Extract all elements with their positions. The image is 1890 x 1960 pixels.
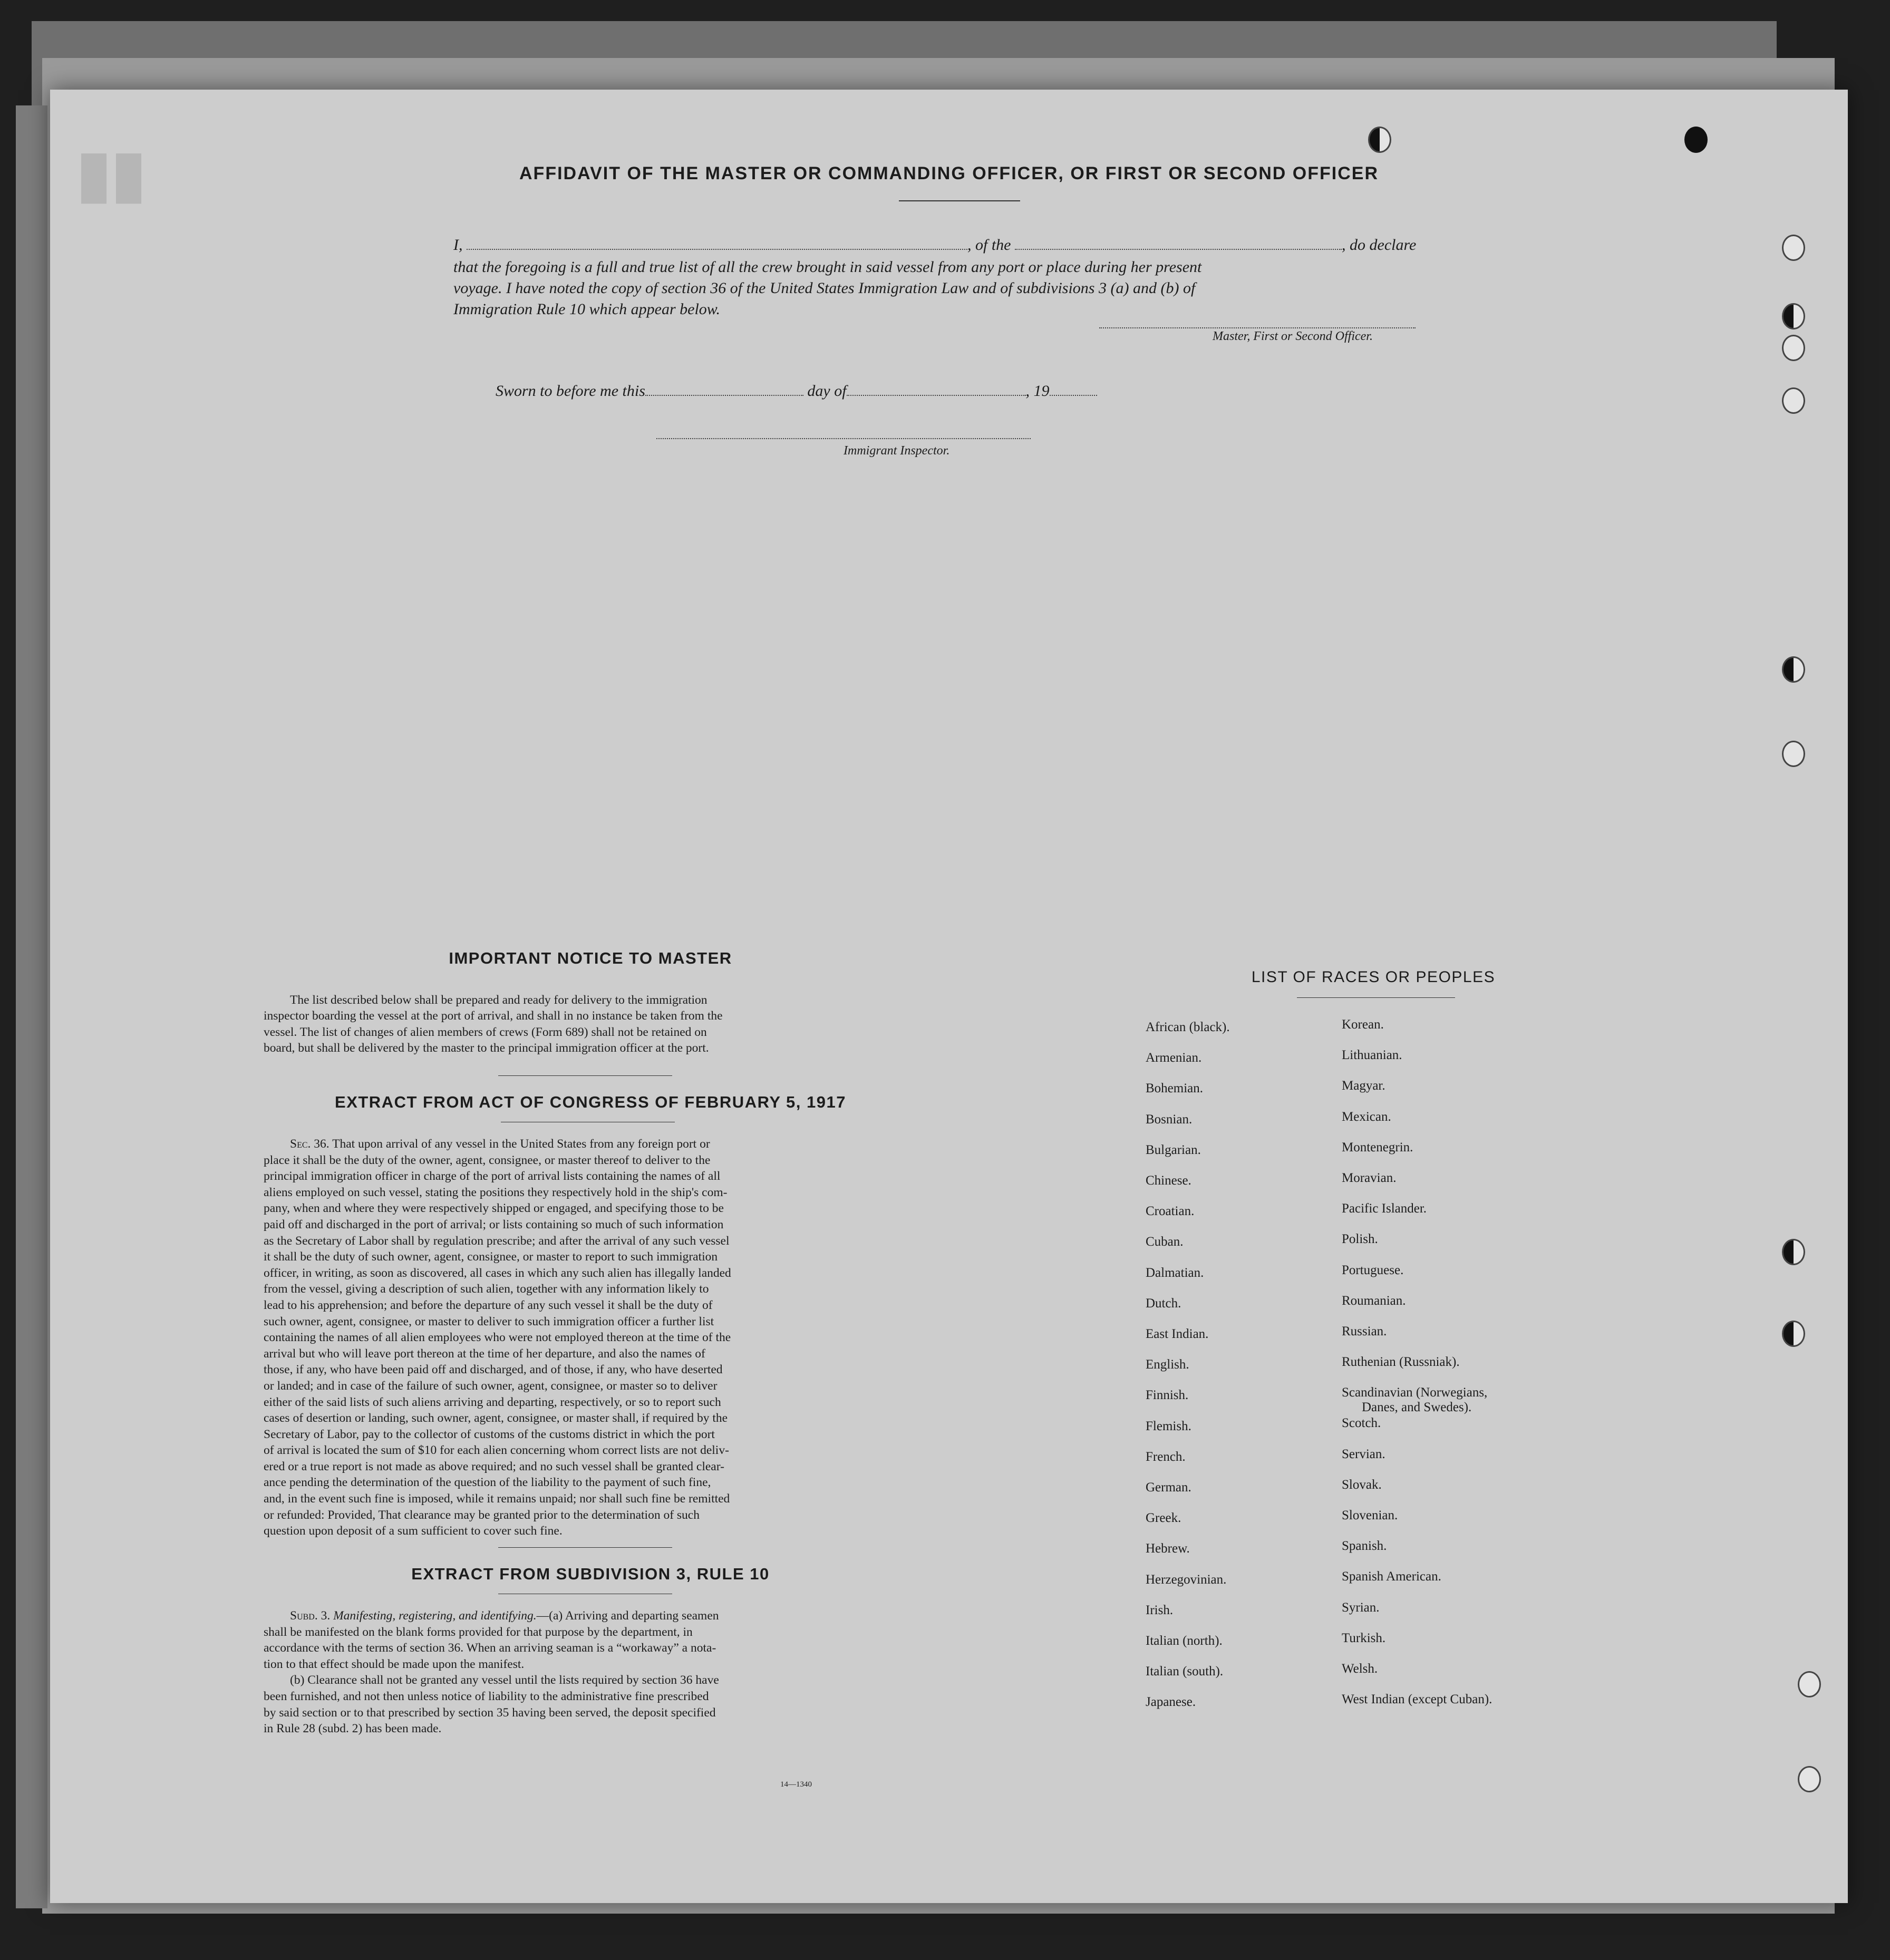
- rule-line: Subd. 3. Manifesting, registering, and identifying.—(a) Arriving and departing seamen: [290, 1609, 719, 1623]
- race-item: Greek.: [1146, 1511, 1181, 1525]
- rule-line: by said section or to that prescribed by section 35 having been served, the deposit specified: [264, 1705, 716, 1720]
- act-line: principal immigration officer in charge of the port of arrival lists containing the names of all: [264, 1169, 721, 1183]
- race-item: Japanese.: [1146, 1695, 1196, 1709]
- rule-extract-paragraph: [264, 1608, 917, 1737]
- act-line: paid off and discharged in the port of arrival; or lists containing so much of such information: [264, 1217, 724, 1231]
- affidavit-i: I,: [453, 236, 463, 254]
- affidavit-declare-line: [453, 236, 1416, 254]
- year-blank: [1050, 393, 1097, 396]
- binder-hole-icon: [1782, 741, 1805, 767]
- race-item: Polish.: [1342, 1232, 1378, 1246]
- race-item: Servian.: [1342, 1447, 1385, 1461]
- notice-line: The list described below shall be prepared and ready for delivery to the immigration: [290, 993, 707, 1007]
- race-item: Mexican.: [1342, 1110, 1391, 1124]
- race-item: Slovak.: [1342, 1478, 1382, 1492]
- inspector-label: Immigrant Inspector.: [844, 444, 950, 458]
- inspector-blank: [656, 432, 1031, 442]
- act-line: ered or a true report is not made as above required; and no such vessel shall be granted clear-: [264, 1459, 724, 1473]
- race-item: English.: [1146, 1357, 1189, 1372]
- race-item: Spanish.: [1342, 1539, 1387, 1553]
- race-item: Bulgarian.: [1146, 1143, 1201, 1157]
- act-line: pany, when and where they were respectively shipped or engaged, and specifying those to be: [264, 1201, 724, 1216]
- race-item: Korean.: [1342, 1017, 1384, 1032]
- rule-line: (b) Clearance shall not be granted any vessel until the lists required by section 36 have: [290, 1673, 719, 1687]
- race-item: Finnish.: [1146, 1388, 1189, 1402]
- rule-line: in Rule 28 (subd. 2) has been made.: [264, 1722, 442, 1736]
- race-item: Slovenian.: [1342, 1508, 1398, 1522]
- act-line: officer, in writing, as soon as discovered, all cases in which any such alien has illegally landed: [264, 1266, 731, 1280]
- binder-hole-icon: [1782, 1239, 1805, 1265]
- race-item: Cuban.: [1146, 1235, 1184, 1249]
- subd-heading: Manifesting, registering, and identifying.: [333, 1609, 537, 1623]
- vessel-blank: [1015, 247, 1342, 250]
- race-item: Roumanian.: [1342, 1294, 1406, 1308]
- act-line: question upon deposit of a sum sufficient to cover such fine.: [264, 1524, 563, 1538]
- notice-line: board, but shall be delivered by the master to the principal immigration officer at the port.: [264, 1041, 709, 1055]
- binder-hole-icon: [1798, 1671, 1821, 1697]
- act-line: either of the said lists of such aliens arriving and departing, respectively, or so to report such: [264, 1395, 721, 1409]
- binder-hole-icon: [1782, 1321, 1805, 1347]
- section-rule: [498, 1547, 672, 1548]
- affidavit-body-line: that the foregoing is a full and true list of all the crew brought in said vessel from any port or place during her present: [453, 258, 1202, 276]
- act-line: lead to his apprehension; and before the departure of any such vessel it shall be the duty of: [264, 1298, 713, 1312]
- race-item: West Indian (except Cuban).: [1342, 1692, 1492, 1706]
- binder-hole-icon: [1782, 387, 1805, 414]
- act-extract-paragraph: [264, 1136, 917, 1539]
- affidavit-of-the: , of the: [967, 236, 1011, 254]
- race-item: French.: [1146, 1450, 1186, 1464]
- act-extract-title: EXTRACT FROM ACT OF CONGRESS OF FEBRUARY 5, 1917: [335, 1093, 846, 1111]
- act-line: of arrival is located the sum of $10 for each alien concerning whom correct lists are not deliv-: [264, 1443, 729, 1458]
- race-item: Italian (south).: [1146, 1664, 1224, 1678]
- document-sheet: [50, 90, 1848, 1903]
- affidavit-body-line: voyage. I have noted the copy of section 36 of the United States Immigration Law and of subdivisions 3 (a) and (b) of: [453, 279, 1196, 297]
- race-item: Bosnian.: [1146, 1112, 1193, 1127]
- act-line: or landed; and in case of the failure of such owner, agent, consignee, or master so to deliver: [264, 1379, 718, 1393]
- act-line: it shall be the duty of such owner, agent, consignee, or master to report to such immigration: [264, 1250, 718, 1264]
- race-item: Bohemian.: [1146, 1081, 1204, 1095]
- act-line: aliens employed on such vessel, stating the positions they respectively hold in the ship's com-: [264, 1185, 728, 1199]
- race-item: Scotch.: [1342, 1416, 1381, 1430]
- race-item: Armenian.: [1146, 1051, 1202, 1065]
- race-item: Welsh.: [1342, 1662, 1378, 1676]
- form-number: 14—1340: [780, 1780, 812, 1789]
- rule-extract-title: EXTRACT FROM SUBDIVISION 3, RULE 10: [411, 1565, 770, 1583]
- section-rule: [498, 1075, 672, 1076]
- act-line: ance pending the determination of the question of the liability to the payment of such fine,: [264, 1476, 711, 1490]
- races-title: LIST OF RACES OR PEOPLES: [1251, 968, 1496, 986]
- binder-hole-icon: [1368, 127, 1391, 153]
- race-item: African (black).: [1146, 1020, 1230, 1034]
- rule-line: accordance with the terms of section 36. When an arriving seaman is a “workaway” a nota-: [264, 1641, 716, 1655]
- binder-hole-icon: [1782, 656, 1805, 683]
- race-item: Chinese.: [1146, 1173, 1191, 1188]
- sworn-line: [496, 382, 1097, 400]
- race-item: East Indian.: [1146, 1327, 1209, 1341]
- race-item: Turkish.: [1342, 1631, 1386, 1645]
- race-item: Italian (north).: [1146, 1634, 1223, 1648]
- act-line: from the vessel, giving a description of such alien, together with any information likely to: [264, 1282, 709, 1296]
- race-item: Portuguese.: [1342, 1263, 1404, 1277]
- rule-line: tion to that effect should be made upon the manifest.: [264, 1657, 525, 1671]
- race-item: German.: [1146, 1480, 1191, 1495]
- act-line: those, if any, who have been paid off and discharged, and of those, if any, who have deserted: [264, 1363, 723, 1377]
- act-line: place it shall be the duty of the owner, agent, consignee, or master thereof to deliver to the: [264, 1153, 711, 1167]
- binder-hole-icon: [1684, 127, 1708, 153]
- rule-line: shall be manifested on the blank forms provided for that purpose by the department, in: [264, 1625, 693, 1639]
- act-line: as the Secretary of Labor shall by regulation prescribe; and after the arrival of any such vessel: [264, 1234, 730, 1248]
- act-line: Secretary of Labor, pay to the collector of customs of the customs district in which the port: [264, 1427, 715, 1441]
- binder-hole-icon: [1782, 303, 1805, 329]
- affidavit-body-line: Immigration Rule 10 which appear below.: [453, 300, 721, 318]
- month-blank: [847, 393, 1026, 396]
- act-line: or refunded: Provided, That clearance may be granted prior to the determination of such: [264, 1508, 700, 1522]
- race-item: Magyar.: [1342, 1079, 1385, 1093]
- race-item: Flemish.: [1146, 1419, 1191, 1433]
- rule-line: been furnished, and not then unless notice of liability to the administrative fine prescribed: [264, 1689, 709, 1703]
- affidavit-title: AFFIDAVIT OF THE MASTER OR COMMANDING OFFICER, OR FIRST OR SECOND OFFICER: [519, 163, 1379, 183]
- race-item: Lithuanian.: [1342, 1048, 1402, 1062]
- race-item: Dutch.: [1146, 1296, 1181, 1311]
- act-line: cases of desertion or landing, such owner, agent, consignee, or master shall, if required by the: [264, 1411, 728, 1425]
- subd-label: Subd. 3.: [290, 1609, 331, 1623]
- race-item: Ruthenian (Russniak).: [1342, 1355, 1460, 1369]
- race-item: Croatian.: [1146, 1204, 1195, 1218]
- notice-line: inspector boarding the vessel at the port of arrival, and shall in no instance be taken from the: [264, 1009, 723, 1023]
- race-item: Russian.: [1342, 1324, 1387, 1338]
- binder-hole-icon: [1782, 235, 1805, 261]
- race-item: Spanish American.: [1342, 1569, 1441, 1584]
- race-item: Danes, and Swedes).: [1362, 1400, 1472, 1414]
- race-item: Moravian.: [1342, 1171, 1397, 1185]
- race-item: Dalmatian.: [1146, 1266, 1204, 1280]
- race-item: Montenegrin.: [1342, 1140, 1413, 1154]
- act-line: Sec. 36. That upon arrival of any vessel in the United States from any foreign port or: [290, 1137, 710, 1151]
- sworn-year: , 19: [1025, 382, 1050, 400]
- race-item: Herzegovinian.: [1146, 1573, 1227, 1587]
- notice-paragraph: [264, 992, 917, 1056]
- binder-hole-icon: [1798, 1766, 1821, 1792]
- act-line: arrival but who will leave port thereon at the time of her departure, and also the names of: [264, 1346, 705, 1361]
- race-item: Irish.: [1146, 1603, 1174, 1617]
- name-blank: [467, 247, 967, 250]
- title-rule: [1297, 997, 1455, 998]
- day-blank: [645, 393, 803, 396]
- notice-line: vessel. The list of changes of alien members of crews (Form 689) shall not be retained on: [264, 1025, 707, 1039]
- binder-hole-icon: [1782, 335, 1805, 361]
- race-item: Scandinavian (Norwegians,: [1342, 1385, 1488, 1400]
- act-line: and, in the event such fine is imposed, while it remains unpaid; nor shall such fine be remitted: [264, 1492, 730, 1506]
- race-item: Hebrew.: [1146, 1541, 1190, 1556]
- bleed-through-mark: ▮▮: [76, 139, 147, 209]
- page-edge-left: [16, 105, 47, 1908]
- signature-label: Master, First or Second Officer.: [1213, 329, 1373, 343]
- sec-label: Sec. 36.: [290, 1137, 329, 1151]
- race-item: Syrian.: [1342, 1600, 1380, 1615]
- race-item: Pacific Islander.: [1342, 1201, 1427, 1216]
- notice-title: IMPORTANT NOTICE TO MASTER: [449, 949, 732, 967]
- sworn-prefix: Sworn to before me this: [496, 382, 645, 400]
- act-line: containing the names of all alien employees who were not employed thereon at the time of the: [264, 1331, 731, 1345]
- affidavit-declare: , do declare: [1342, 236, 1417, 254]
- title-rule: [899, 200, 1020, 201]
- act-line: such owner, agent, consignee, or master to deliver to such immigration officer a further list: [264, 1314, 714, 1328]
- sworn-day-of: day of: [807, 382, 847, 400]
